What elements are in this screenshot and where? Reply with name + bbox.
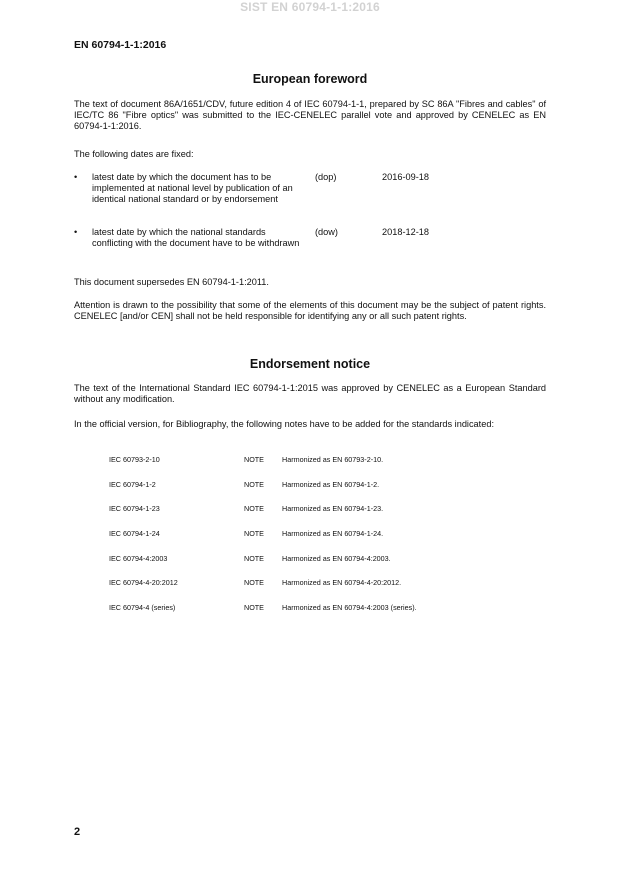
note-standard: IEC 60794-1-23: [109, 504, 160, 514]
note-text: Harmonized as EN 60793-2-10.: [282, 455, 384, 464]
note-text: Harmonized as EN 60794-1-2.: [282, 479, 380, 489]
note-tag: NOTE: [244, 529, 264, 539]
note-row: [109, 455, 529, 480]
note-standard: IEC 60794-4-20:2012: [109, 578, 178, 588]
date-item-date: 2018-12-18: [382, 227, 429, 237]
note-tag: NOTE: [244, 553, 264, 563]
note-tag: NOTE: [244, 578, 264, 588]
document-id: EN 60794-1-1:2016: [74, 39, 167, 51]
note-row: [109, 529, 529, 554]
date-item-abbr: (dow): [315, 227, 338, 237]
endorsement-paragraph-2: In the official version, for Bibliography, the following notes have to be added for the standards indicated:: [74, 419, 494, 429]
date-item-date: 2016-09-18: [382, 172, 429, 182]
watermark: SIST EN 60794-1-1:2016: [240, 0, 380, 14]
date-item-abbr: (dop): [315, 172, 337, 182]
note-text: Harmonized as EN 60794-4:2003.: [282, 553, 391, 563]
note-row: [109, 504, 529, 529]
note-row: [109, 480, 529, 505]
note-text: Harmonized as EN 60794-4-20:2012.: [282, 578, 402, 588]
bibliography-notes: [109, 455, 529, 628]
foreword-paragraph-4: Attention is drawn to the possibility that some of the elements of this document may be the subject of patent rights. CENELEC [and/or CEN] shall not be held responsible for identifying any or all such patent rights.: [74, 300, 546, 321]
note-text: Harmonized as EN 60794-1-23.: [282, 504, 384, 514]
note-standard: IEC 60794-4:2003: [109, 553, 168, 563]
endorsement-heading: Endorsement notice: [249, 357, 371, 371]
date-item-text: latest date by which the document has to be implemented at national level by publication of an identical national standard or by endorsement: [92, 172, 293, 204]
date-item-text: latest date by which the national standards conflicting with the document have to be withdrawn: [92, 227, 300, 248]
note-tag: NOTE: [244, 603, 264, 613]
bullet-icon: •: [74, 172, 78, 182]
page-number: 2: [74, 826, 81, 838]
note-text: Harmonized as EN 60794-1-24.: [282, 529, 384, 539]
note-text: Harmonized as EN 60794-4:2003 (series).: [282, 603, 417, 613]
foreword-paragraph-2: The following dates are fixed:: [74, 149, 194, 159]
bullet-icon: •: [74, 227, 78, 237]
note-standard: IEC 60794-4 (series): [109, 603, 176, 613]
note-standard: IEC 60794-1-24: [109, 529, 160, 539]
note-standard: IEC 60794-1-2: [109, 479, 156, 489]
note-tag: NOTE: [244, 504, 264, 514]
note-tag: NOTE: [244, 455, 264, 464]
note-row: [109, 554, 529, 579]
note-row: [109, 578, 529, 603]
note-standard: IEC 60793-2-10: [109, 455, 160, 464]
note-row: [109, 603, 529, 628]
endorsement-paragraph-1: The text of the International Standard IEC 60794-1-1:2015 was approved by CENELEC as a European Standard without any modification.: [74, 383, 546, 404]
note-tag: NOTE: [244, 479, 264, 489]
foreword-paragraph-1: The text of document 86A/1651/CDV, future edition 4 of IEC 60794-1-1, prepared by SC 86A "Fibres and cables" of IEC/TC 86 "Fibre optics" was submitted to the IEC-CENELEC parallel vote and approved by CENELEC as EN 60794-1-1:2016.: [74, 99, 546, 131]
foreword-paragraph-3: This document supersedes EN 60794-1-1:2011.: [74, 277, 269, 287]
foreword-heading: European foreword: [252, 72, 368, 86]
